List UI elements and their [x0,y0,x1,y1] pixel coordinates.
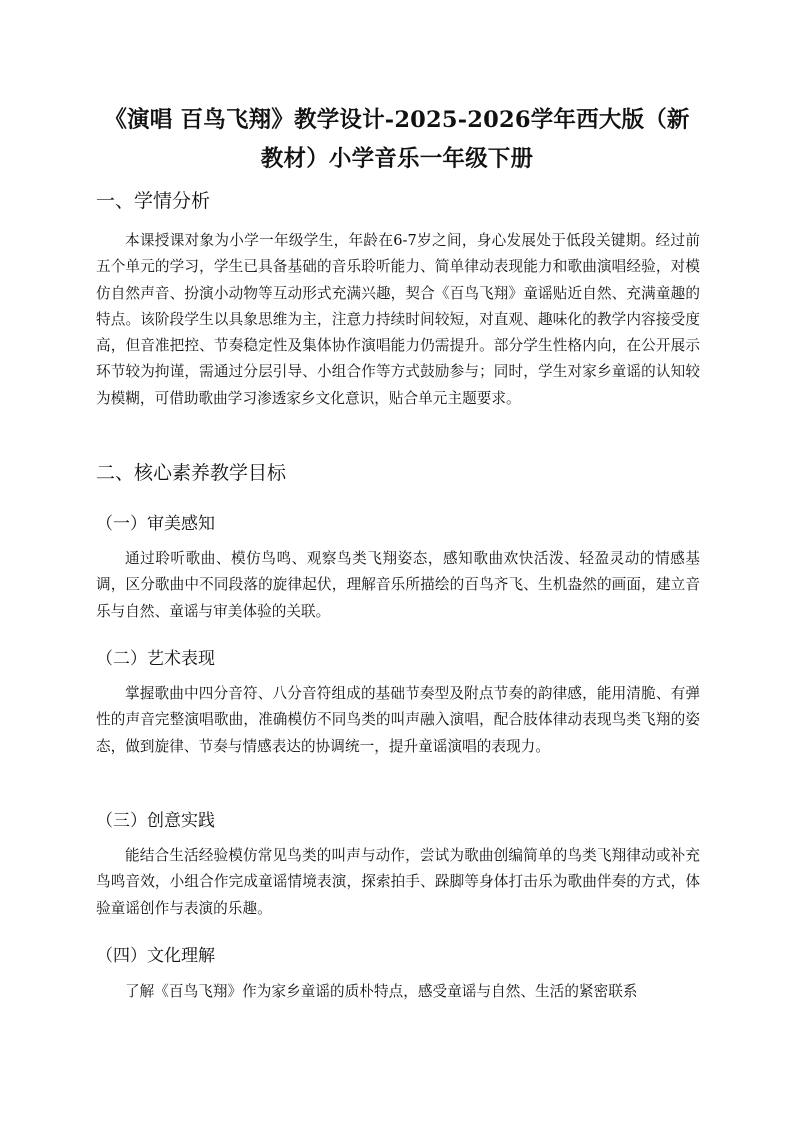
subsection-heading-creative-practice: （三）创意实践 [96,811,215,831]
subsection-heading-cultural-understanding: （四）文化理解 [96,946,215,966]
section-heading-learning-analysis: 一、学情分析 [96,190,211,212]
subsection-paragraph-creative-practice: 能结合生活经验模仿常见鸟类的叫声与动作，尝试为歌曲创编简单的鸟类飞翔律动或补充鸟鸣音效，小组合作完成童谣情境表演，探索拍手、跺脚等身体打击乐为歌曲伴奏的方式，体验童谣创作与表演的乐趣。 [96,847,700,917]
subsection-heading-artistic-expression: （二）艺术表现 [96,649,215,669]
section-paragraph-learning-analysis: 本课授课对象为小学一年级学生，年龄在6-7岁之间，身心发展处于低段关键期。经过前五个单元的学习，学生已具备基础的音乐聆听能力、简单律动表现能力和歌曲演唱经验，对模仿自然声音、扮演小动物等互动形式充满兴趣，契合《百鸟飞翔》童谣贴近自然、充满童趣的特点。该阶段学生以具象思维为主，注意力持续时间较短，对直观、趣味化的教学内容接受度高，但音准把控、节奏稳定性及集体协作演唱能力仍需提升。部分学生性格内向，在公开展示环节较为拘谨，需通过分层引导、小组合作等方式鼓励参与；同时，学生对家乡童谣的认知较为模糊，可借助歌曲学习渗透家乡文化意识，贴合单元主题要求。 [96,232,700,407]
section-heading-core-literacy-goals: 二、核心素养教学目标 [96,462,287,484]
subsection-heading-aesthetic-perception: （一）审美感知 [96,514,215,534]
subsection-paragraph-aesthetic-perception: 通过聆听歌曲、模仿鸟鸣、观察鸟类飞翔姿态，感知歌曲欢快活泼、轻盈灵动的情感基调，区分歌曲中不同段落的旋律起伏，理解音乐所描绘的百鸟齐飞、生机盎然的画面，建立音乐与自然、童谣与审美体验的关联。 [96,550,700,620]
subsection-paragraph-artistic-expression: 掌握歌曲中四分音符、八分音符组成的基础节奏型及附点节奏的韵律感，能用清脆、有弹性的声音完整演唱歌曲，准确模仿不同鸟类的叫声融入演唱，配合肢体律动表现鸟类飞翔的姿态，做到旋律、节奏与情感表达的协调统一，提升童谣演唱的表现力。 [96,685,700,755]
subsection-paragraph-cultural-understanding: 了解《百鸟飞翔》作为家乡童谣的质朴特点，感受童谣与自然、生活的紧密联系 [125,983,638,1000]
document-title: 《演唱 百鸟飞翔》教学设计-2025-2026学年西大版（新教材）小学音乐一年级下册 [104,107,690,172]
